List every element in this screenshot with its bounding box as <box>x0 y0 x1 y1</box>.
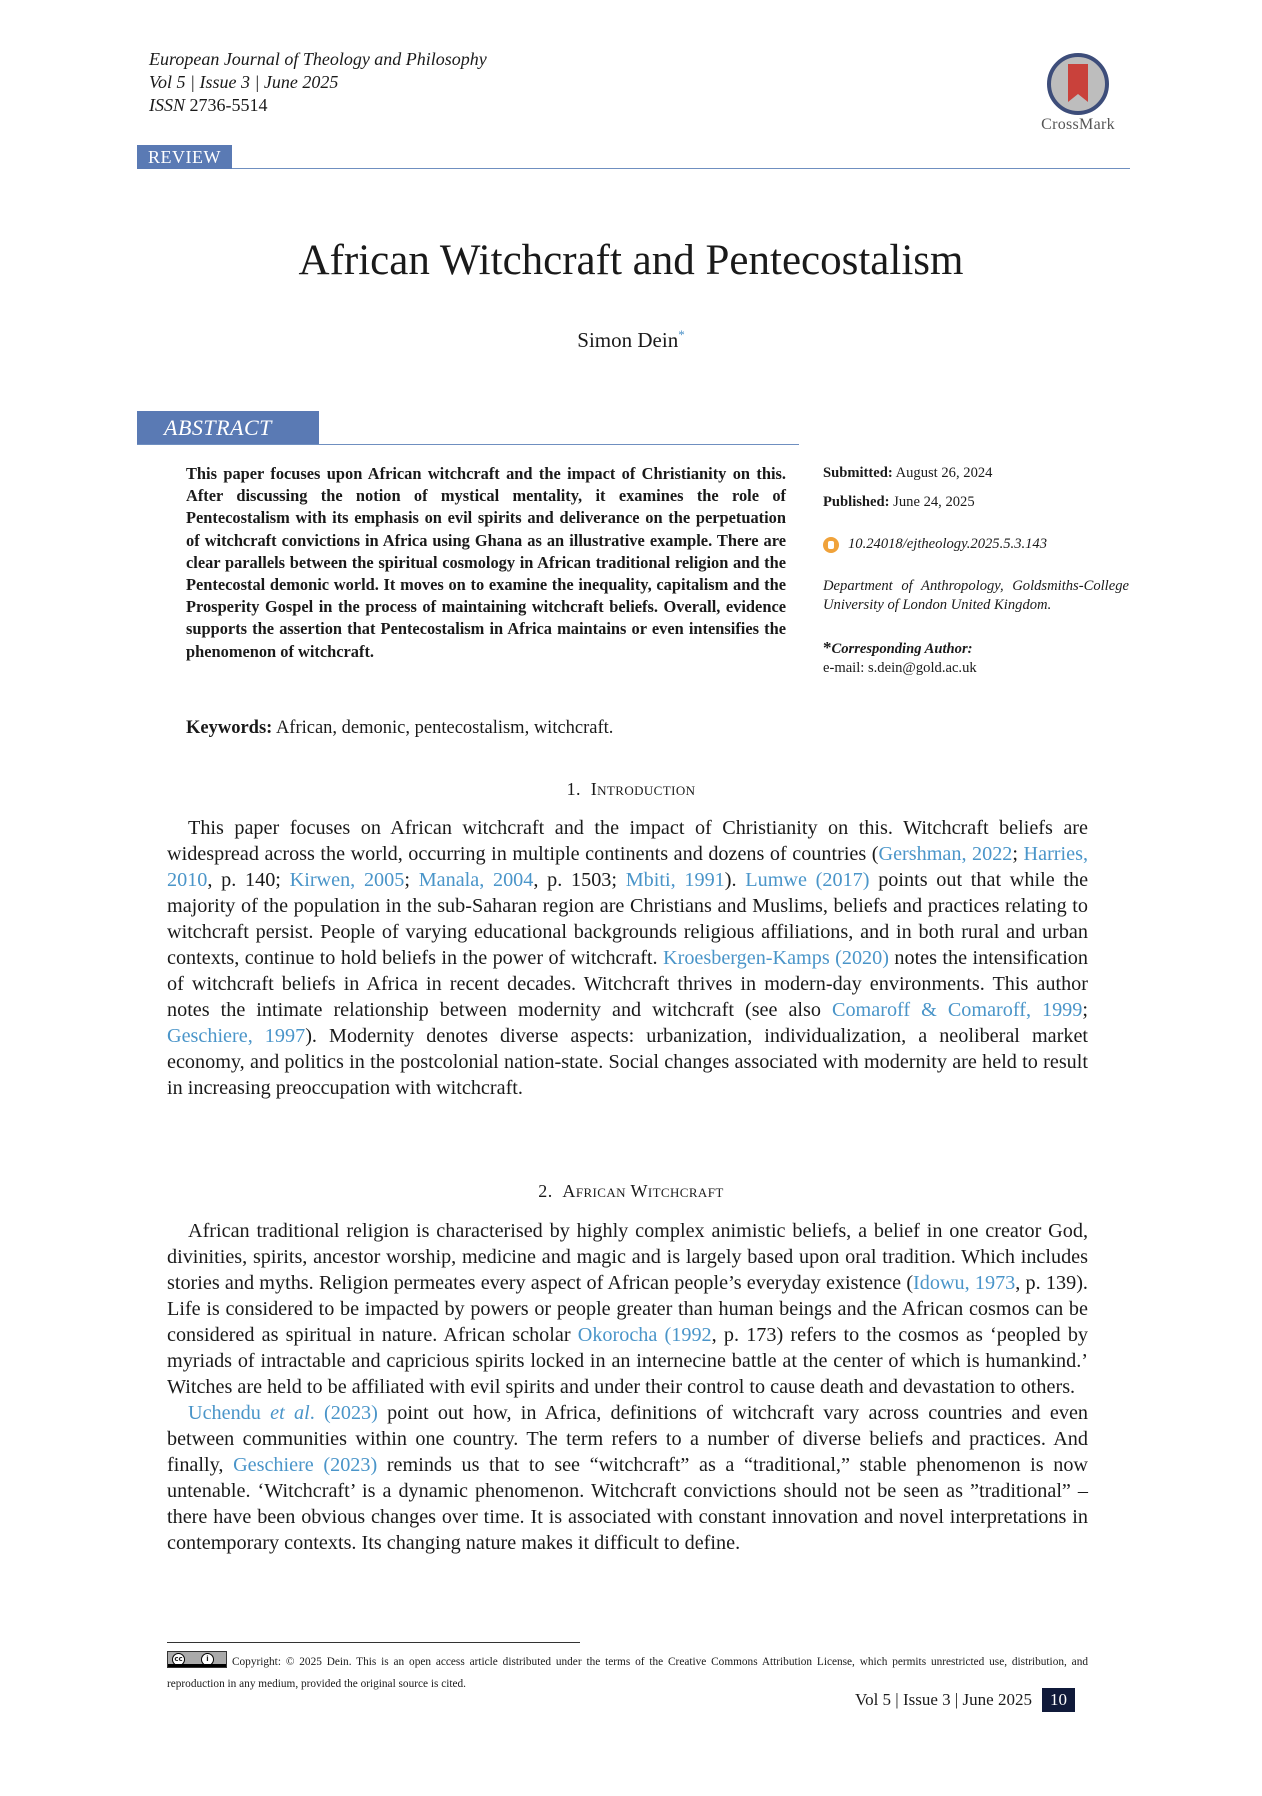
affiliation: Department of Anthropology, Goldsmiths-College University of London United Kingdom. <box>823 578 1129 613</box>
keywords-label: Keywords: <box>186 718 273 738</box>
citation-link[interactable]: Idowu, 1973 <box>913 1272 1016 1294</box>
text-run: , p. 140; <box>207 869 290 891</box>
page-number: 10 <box>1042 1688 1075 1712</box>
text-run: ; <box>1012 843 1024 865</box>
text-run: , p. 1503; <box>533 869 626 891</box>
copyright-notice: cc i Copyright: © 2025 Dein. This is an open access article distributed under the terms of the Creative Commons Attribution License, which permits unrestricted use, distribution, and reproduction in any medium, provided the original source is cited. <box>167 1651 1088 1695</box>
text-run: ). Modernity denotes diverse aspects: urbanization, individualization, a neoliberal market economy, and politics in the postcolonial nation-state. Social changes associated with modernity are held to result in increasing preoccupation with witchcraft. <box>167 1025 1089 1099</box>
citation-link[interactable]: Gershman, 2022 <box>878 843 1013 865</box>
witchcraft-body <box>167 1218 1088 1556</box>
section-heading-introduction: 1. Introduction <box>566 779 696 799</box>
text-run: reminds us that to see “witchcraft” as a “traditional,” stable phenomenon is now untenable. ‘Witchcraft’ is a dynamic phenomenon. Witchcraft convictions should not be seen as ”traditional” – there have been obvious changes over time. It is associated with constant innovation and novel interpretations in contemporary contexts. Its changing nature makes it difficult to define. <box>167 1454 1088 1554</box>
footer-issue-line: Vol 5 | Issue 3 | June 2025 <box>855 1690 1032 1709</box>
citation-link[interactable]: et al <box>270 1402 310 1424</box>
journal-name: European Journal of Theology and Philosophy <box>149 49 487 69</box>
introduction-body <box>167 815 1088 1101</box>
doi-link[interactable]: 10.24018/ejtheology.2025.5.3.143 <box>823 535 1129 554</box>
abstract-text: This paper focuses upon African witchcraft and the impact of Christianity on this. After discussing the notion of mystical mentality, it examines the role of Pentecostalism with its emphasis on evil spirits and deliverance on the perpetuation of witchcraft convictions in Africa using Ghana as an illustrative example. There are clear parallels between the spiritual cosmology in African traditional religion and the Pentecostal demonic world. It moves on to examine the inequality, capitalism and the Prosperity Gospel in the process of maintaining witchcraft beliefs. Overall, evidence supports the assertion that Pentecostalism in Africa maintains or even intensifies the phenomenon of witchcraft. <box>186 464 786 661</box>
section-heading-african-witchcraft: 2. African Witchcraft <box>538 1181 724 1201</box>
abstract-rule <box>137 444 799 445</box>
text-run: , p. 173) refers to the cosmos as ‘peopled by myriads of intractable and capricious spirits locked in an internecine battle at the center of which is humankind.’ Witches are held to be affiliated with evil spirits and under their control to cause death and devastation to others. <box>167 1324 1089 1398</box>
email[interactable]: e-mail: s.dein@gold.ac.uk <box>823 660 977 676</box>
article-type-badge: REVIEW <box>137 145 232 169</box>
crossmark-label: CrossMark <box>1041 116 1115 133</box>
citation-link[interactable]: Geschiere (2023) <box>233 1454 378 1476</box>
journal-header <box>149 48 487 117</box>
cc-by-license-icon[interactable]: cc i <box>167 1651 227 1668</box>
citation-link[interactable]: Kirwen, 2005 <box>289 869 405 891</box>
text-run: , p. 139). Life is considered to be impacted by powers or people greater than human beings and the African cosmos can be considered as spiritual in nature. African scholar <box>167 1272 1088 1346</box>
footnote-rule <box>167 1642 580 1643</box>
text-run: This paper focuses on African witchcraft and the impact of Christianity on this. Witchcraft beliefs are widespread across the world, occurring in multiple continents and dozens of countries ( <box>167 817 1088 865</box>
crossmark-icon <box>1046 52 1110 116</box>
corresponding-author: *Corresponding Author: e-mail: s.dein@gold.ac.uk <box>823 638 1129 678</box>
citation-link[interactable]: Kroesbergen-Kamps (2020) <box>663 947 889 969</box>
author-mark[interactable]: * <box>678 327 685 342</box>
volume-line: Vol 5 | Issue 3 | June 2025 <box>149 72 339 92</box>
citation-link[interactable]: Harries, 2010 <box>167 843 1089 891</box>
header-rule <box>137 168 1130 169</box>
citation-link[interactable]: Okorocha (1992 <box>577 1324 712 1346</box>
text-run: points out that while the majority of the population in the sub-Saharan region are Christians and Muslims, beliefs and practices relating to witchcraft persist. People of varying educational backgrounds religious affiliations, and in both rural and urban contexts, continue to hold beliefs in the power of witchcraft. <box>167 869 1089 969</box>
text-run: notes the intensification of witchcraft beliefs in Africa in recent decades. Witchcraft thrives in modern-day environments. This author notes the intimate relationship between modernity and witchcraft (see also <box>167 947 1088 1021</box>
citation-link[interactable]: Lumwe (2017) <box>745 869 870 891</box>
text-run: ; <box>404 869 419 891</box>
abstract-label: ABSTRACT <box>137 411 319 444</box>
paragraph <box>167 1400 1088 1556</box>
author-name: Simon Dein <box>577 328 679 352</box>
citation-link[interactable]: . (2023) <box>309 1402 378 1424</box>
article-title: African Witchcraft and Pentecostalism <box>298 237 964 284</box>
issn-line: ISSN 2736-5514 <box>149 95 268 115</box>
author-line <box>0 327 1262 353</box>
citation-link[interactable]: Mbiti, 1991 <box>625 869 725 891</box>
text-run: point out how, in Africa, definitions of witchcraft vary across countries and even between communities within one country. The term refers to a number of diverse beliefs and practices. And finally, <box>167 1402 1089 1476</box>
keywords-list: African, demonic, pentecostalism, witchcraft. <box>275 718 614 738</box>
citation-link[interactable]: Geschiere, 1997 <box>167 1025 306 1047</box>
published-date: Published: June 24, 2025 <box>823 494 975 510</box>
text-run: ). <box>724 869 746 891</box>
text-run: African traditional religion is characterised by highly complex animistic beliefs, a belief in one creator God, divinities, spirits, ancestor worship, medicine and magic and is largely based upon oral tradition. Which includes stories and myths. Religion permeates every aspect of African people’s everyday existence ( <box>167 1220 1088 1294</box>
crossmark-badge[interactable] <box>1028 52 1128 134</box>
keywords <box>186 718 786 739</box>
page-footer <box>855 1688 1075 1712</box>
citation-link[interactable]: Comaroff & Comaroff, 1999 <box>832 999 1083 1021</box>
text-run: ; <box>1082 999 1088 1021</box>
citation-link[interactable]: Manala, 2004 <box>418 869 534 891</box>
submitted-date: Submitted: August 26, 2024 <box>823 465 993 481</box>
paragraph <box>167 1218 1088 1400</box>
doi-icon <box>823 537 839 553</box>
article-meta <box>823 464 1129 678</box>
citation-link[interactable]: Uchendu <box>188 1402 271 1424</box>
paragraph <box>167 815 1088 1101</box>
